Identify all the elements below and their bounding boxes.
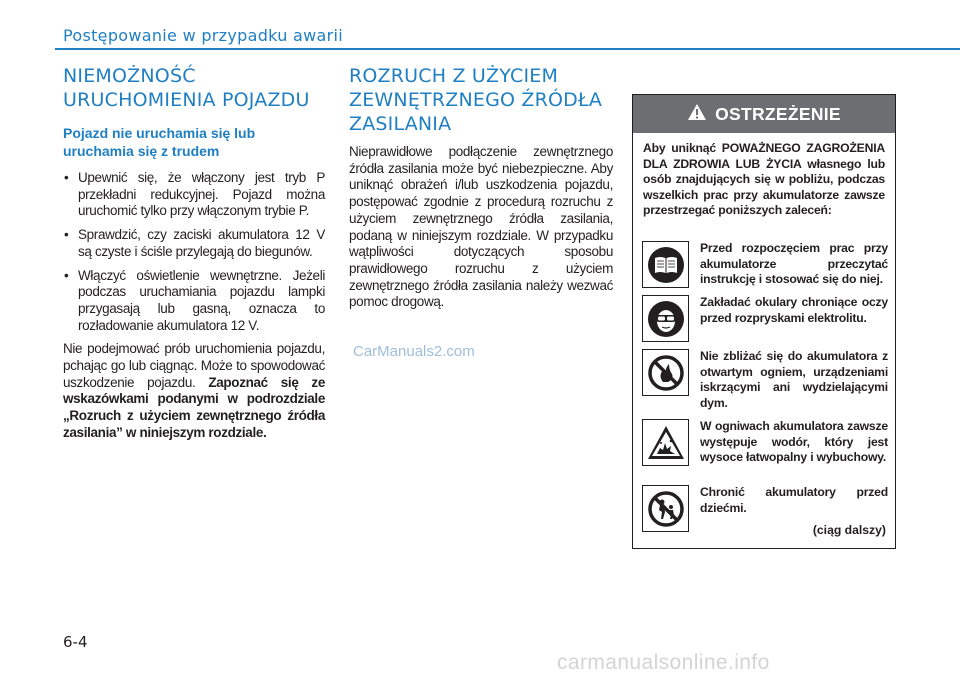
warning-box: [632, 94, 896, 549]
no-children-icon: [642, 485, 689, 532]
safety-goggles-icon: [642, 295, 689, 342]
warning-item-text: W ogniwach akumulatora zawsze występuje wodór, który jest wysoce łatwopalny i wybuchowy.: [700, 419, 888, 465]
warning-item-text: Chronić akumulatory przed dziećmi.: [700, 485, 888, 515]
explosion-icon: [642, 419, 689, 466]
section-title-jump-start: ROZRUCH Z UŻYCIEM ZEWNĘTRZNEGO ŹRÓDŁA ZASILANIA: [349, 65, 603, 135]
warning-intro: Aby uniknąć POWAŻNEGO ZAGROŻENIA DLA ZDROWIA LUB ŻYCIA własnego lub osób znajdujących się w pobliżu, podczas wszelkich prac przy akumulatorze zawsze przestrzegać poniższych zaleceń:: [643, 141, 885, 218]
list-item: • Upewnić się, że włączony jest tryb P przekładni redukcyjnej. Pojazd można uruchomić tylko przy włączonym trybie P.: [63, 170, 325, 220]
header-divider: [55, 48, 960, 50]
page-number: 6-4: [63, 633, 88, 651]
warning-item-manual: [642, 241, 888, 288]
footer-watermark: carmanualsonline.info: [557, 651, 770, 674]
no-fire-icon: [642, 349, 689, 396]
left-column: [63, 64, 325, 442]
warning-item-goggles: [642, 295, 888, 342]
warning-item-text: Zakładać okulary chroniące oczy przed rozpryskami elektrolitu.: [700, 295, 888, 325]
warning-triangle-icon: [687, 103, 707, 126]
warning-item-no-fire: [642, 349, 888, 411]
section-header-title: Postępowanie w przypadku awarii: [63, 26, 344, 45]
carmanuals2-watermark: CarManuals2.com: [353, 343, 475, 360]
warning-heading: OSTRZEŻENIE: [715, 103, 841, 124]
warning-header: [633, 95, 895, 133]
list-item: • Sprawdzić, czy zaciski akumulatora 12 V są czyste i ściśle przylegają do biegunów.: [63, 227, 325, 260]
subsection-title: Pojazd nie uruchamia się lub uruchamia się z trudem: [63, 125, 256, 159]
check-list: [63, 170, 325, 334]
list-item: • Włączyć oświetlenie wewnętrzne. Jeżeli podczas uruchamiania pojazdu lampki przygasają lub gasną, oznacza to rozładowanie akumulatora 12 V.: [63, 268, 325, 335]
section-title-no-start: NIEMOŻNOŚĆ URUCHOMIENIA POJAZDU: [63, 65, 310, 111]
middle-column: [349, 64, 613, 311]
warning-item-explosive: [642, 419, 888, 466]
push-start-paragraph: Nie podejmować prób uruchomienia pojazdu, pchając go lub ciągnąc. Może to spowodować uszkodzenie pojazdu. Zapoznać się ze wskazówkami podanymi w podrozdziale „Rozruch z użyciem zewnętrznego źródła zasilania” w niniejszym rozdziale.: [63, 341, 325, 440]
warning-item-text: Nie zbliżać się do akumulatora z otwartym ogniem, urządzeniami iskrzącymi ani wydzielającymi dym.: [700, 349, 888, 410]
warning-item-text: Przed rozpoczęciem prac przy akumulatorze przeczytać instrukcję i stosować się do niej.: [700, 241, 888, 287]
continued-note: (ciąg dalszy): [812, 523, 886, 537]
jump-start-paragraph: Nieprawidłowe podłączenie zewnętrznego źródła zasilania może być niebezpieczne. Aby uniknąć obrażeń i/lub uszkodzenia pojazdu, postępować zgodnie z procedurą rozruchu z użyciem zewnętrznego źródła zasilania, podaną w niniejszym rozdziale. W przypadku wątpliwości dotyczących sposobu prawidłowego rozruchu z użyciem zewnętrznego źródła zasilania należy wezwać pomoc drogową.: [349, 144, 613, 310]
manual-book-icon: [642, 241, 689, 288]
